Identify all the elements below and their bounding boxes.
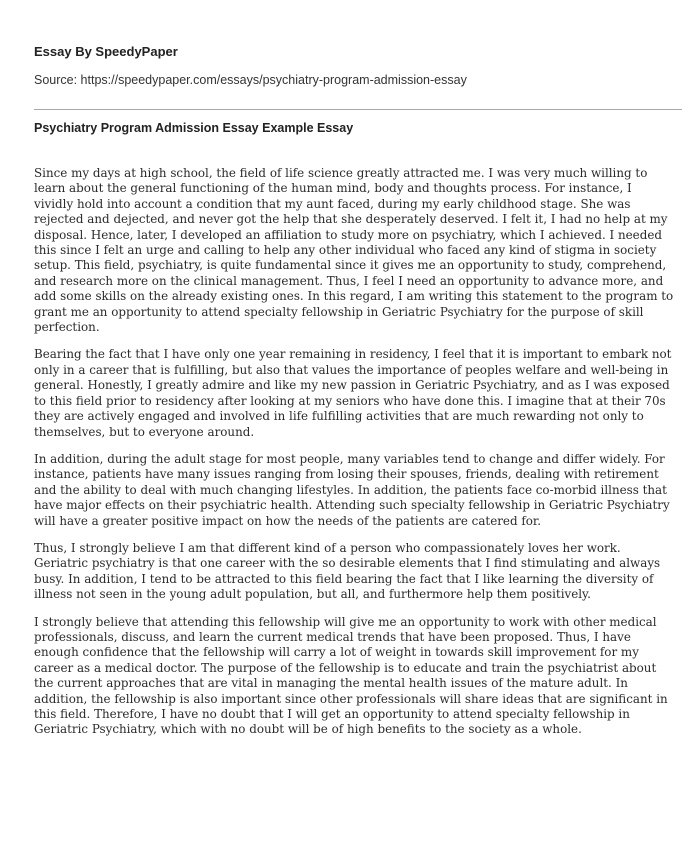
essay-paragraph-1: Since my days at high school, the field of life science greatly attracted me. I was very much willing to learn about the general functioning of the human mind, body and thoughts process. For instance, I vividly hold into account a condition that my aunt faced, during my early childhood stage. She was rejected and dejected, and never got the help that she desperately deserved. I felt it, I had no help at my disposal. Hence, later, I developed an affiliation to study more on psychiatry, which I achieved. I needed this since I felt an urge and calling to help any other individual who faced any kind of stigma in society setup. This field, psychiatry, is quite fundamental since it gives me an opportunity to study, comprehend, and research more on the clinical management. Thus, I feel I need an opportunity to advance more, and add some skills on the already existing ones. In this regard, I am writing this statement to the program to grant me an opportunity to attend specialty fellowship in Geriatric Psychiatry for the purpose of skill perfection. <box>34 166 674 335</box>
header-divider <box>34 109 682 110</box>
essay-paragraph-4: Thus, I strongly believe I am that different kind of a person who compassionately loves her work. Geriatric psychiatry is that one career with the so desirable elements that I find stimulating and always busy. In addition, I tend to be attracted to this field bearing the fact that I like learning the diversity of illness not seen in the young adult population, but all, and furthermore help them positively. <box>34 540 661 602</box>
essay-title: Psychiatry Program Admission Essay Example Essay <box>34 121 354 135</box>
essay-paragraph-2: Bearing the fact that I have only one year remaining in residency, I feel that it is important to embark not only in a career that is fulfilling, but also that values the importance of peoples welfare and well-being in general. Honestly, I greatly admire and like my new passion in Geriatric Psychiatry, and as I was exposed to this field prior to residency after looking at my seniors who have done this. I imagine that at their 70s they are actively engaged and involved in life fulfilling activities that are much rewarding not only to themselves, but to everyone around. <box>34 347 672 439</box>
essay-paragraph-3: In addition, during the adult stage for most people, many variables tend to change and differ widely. For instance, patients have many issues ranging from losing their spouses, friends, dealing with retirement and the ability to deal with much changing lifestyles. In addition, the patients face co-morbid illness that have major effects on their psychiatric health. Attending such specialty fellowship in Geriatric Psychiatry will have a greater positive impact on how the needs of the patients are catered for. <box>34 451 670 528</box>
document-header-title: Essay By SpeedyPaper <box>34 44 178 59</box>
essay-body <box>34 166 674 750</box>
source-link[interactable]: Source: https://speedypaper.com/essays/psychiatry-program-admission-essay <box>34 73 467 87</box>
essay-paragraph-5: I strongly believe that attending this fellowship will give me an opportunity to work with other medical professionals, discuss, and learn the current medical trends that have been proposed. Thus, I have enough confidence that the fellowship will carry a lot of weight in towards skill improvement for my career as a medical doctor. The purpose of the fellowship is to educate and train the psychiatrist about the current approaches that are vital in managing the mental health issues of the mature adult. In addition, the fellowship is also important since other professionals will share ideas that are significant in this field. Therefore, I have no doubt that I will get an opportunity to attend specialty fellowship in Geriatric Psychiatry, which with no doubt will be of high benefits to the society as a whole. <box>34 614 668 737</box>
